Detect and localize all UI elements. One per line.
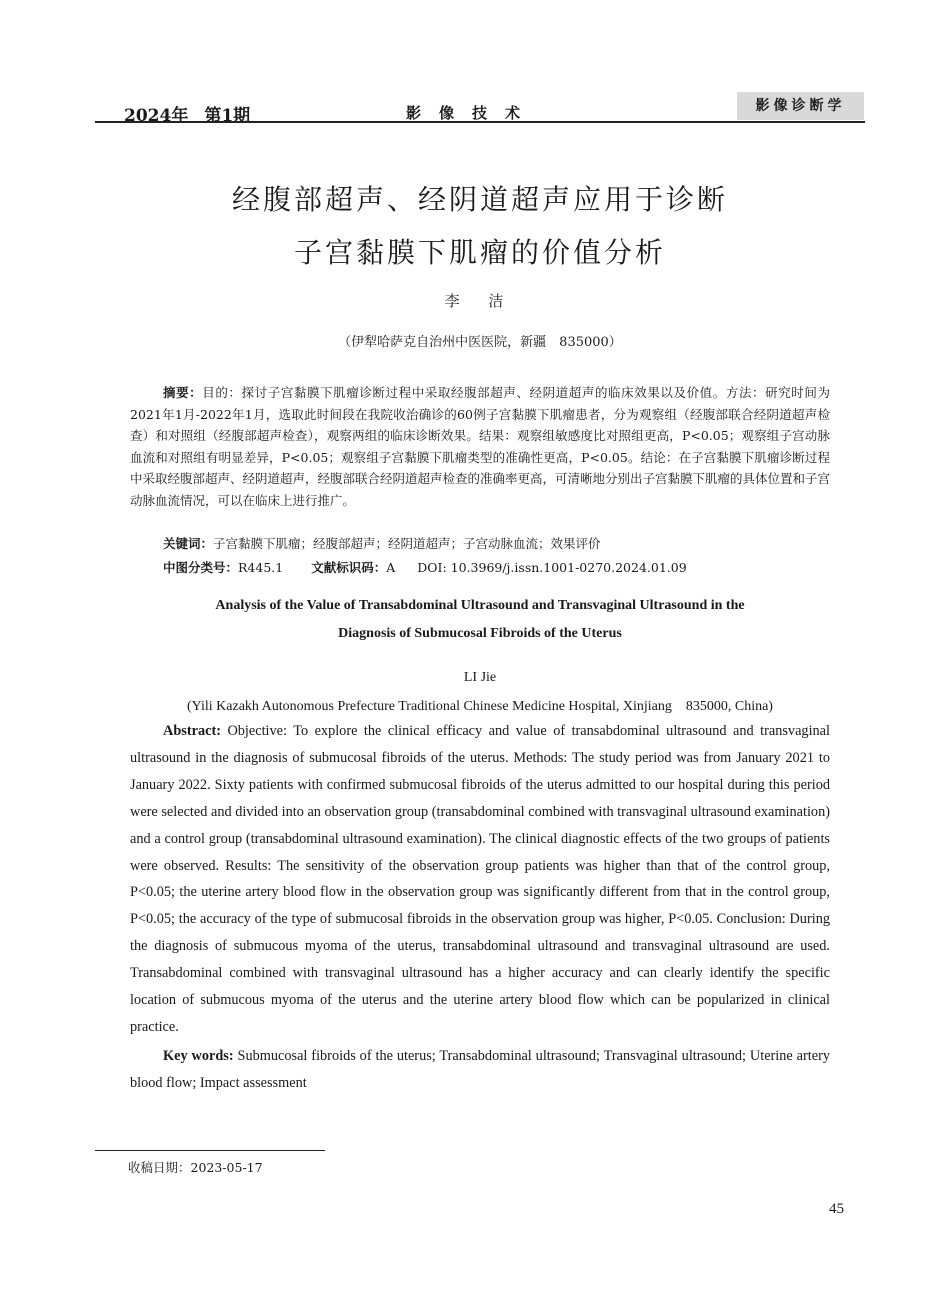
title-cn-line1: 经腹部超声、经阴道超声应用于诊断: [231, 183, 728, 216]
keywords-en-text: Submucosal fibroids of the uterus; Transabdominal ultrasound; Transvaginal ultrasound; Uterine artery blood flow; Impact assessment: [130, 1047, 830, 1091]
header-rule: [95, 121, 865, 123]
journal-name: 影像技术: [406, 104, 539, 122]
doi: DOI: 10.3969/j.issn.1001-0270.2024.01.09: [417, 560, 687, 575]
keywords-cn-text: 子宫黏膜下肌瘤；经腹部超声；经阴道超声；子宫动脉血流；效果评价: [213, 536, 601, 551]
journal-year: 2024年: [124, 106, 189, 126]
page-number: 45: [829, 1201, 844, 1217]
keywords-en: [130, 1043, 830, 1097]
keywords-cn-label: 关键词：: [163, 536, 214, 551]
author-cn: 李 洁: [444, 292, 516, 310]
abstract-cn-label: 摘要：: [163, 385, 203, 400]
journal-issue-number: 第1期: [204, 106, 251, 126]
doc-code-label: 文献标识码：: [311, 560, 387, 575]
clc-value: R445.1: [238, 560, 284, 575]
title-en-line2: Diagnosis of Submucosal Fibroids of the Uterus: [338, 626, 622, 641]
keywords-en-label: Key words:: [163, 1047, 234, 1064]
author-en: LI Jie: [463, 670, 497, 685]
abstract-en-text: Objective: To explore the clinical efficacy and value of transabdominal ultrasound and transvaginal ultrasound in the diagnosis of submucosal fibroids of the uterus. Methods: The study period was from January 2021 to January 2022. Sixty patients with confirmed submucosal fibroids of the uterus admitted to our hospital during this period were selected and divided into an observation group (transabdominal combined with transvaginal ultrasound examination) and a control group (transabdominal ultrasound examination). The clinical diagnostic effects of the two groups of patients were observed. Results: The sensitivity of the observation group patients was higher than that of the control group, P<0.05; the uterine artery blood flow in the observation group was significantly different from that in the control group, P<0.05; the accuracy of the type of submucosal fibroids in the observation group was higher, P<0.05. Conclusion: During the diagnosis of submucous myoma of the uterus, transabdominal ultrasound and transvaginal ultrasound are used. Transabdominal combined with transvaginal ultrasound has a higher accuracy and can clearly identify the specific location of submucous myoma of the uterus and the uterine artery blood flow which can be popularized in clinical practice.: [130, 723, 831, 1035]
title-en-line1: Analysis of the Value of Transabdominal Ultrasound and Transvaginal Ultrasound in the: [215, 598, 745, 613]
abstract-cn: [130, 382, 830, 511]
keywords-cn: [163, 534, 601, 552]
abstract-en-label: Abstract:: [163, 723, 221, 739]
abstract-en: [130, 718, 830, 1041]
title-cn-line2: 子宫黏膜下肌瘤的价值分析: [293, 236, 666, 269]
section-badge: 影像诊断学: [737, 92, 864, 120]
footnote-rule: [95, 1150, 325, 1151]
classification-meta: [163, 558, 687, 576]
doc-code-value: A: [386, 560, 396, 575]
abstract-cn-text: 目的：探讨子宫黏膜下肌瘤诊断过程中采取经腹部超声、经阴道超声的临床效果以及价值。方法：研究时间为2021年1月-2022年1月，选取此时间段在我院收治确诊的60例子宫黏膜下肌瘤患者，分为观察组（经腹部联合经阴道超声检查）和对照组（经腹部超声检查），观察两组的临床诊断效果。结果：观察组敏感度比对照组更高，P<0.05；观察组子宫动脉血流和对照组有明显差异，P<0.05；观察组子宫黏膜下肌瘤类型的准确性更高，P<0.05。结论：在子宫黏膜下肌瘤诊断过程中采取经腹部超声、经阴道超声，经腹部联合经阴道超声检查的准确率更高，可清晰地分别出子宫黏膜下肌瘤的具体位置和子宫动脉血流情况，可以在临床上进行推广。: [130, 385, 831, 508]
clc-label: 中图分类号：: [163, 560, 239, 575]
abstract-en-block: [130, 718, 830, 1097]
received-date: 收稿日期：2023-05-17: [128, 1160, 263, 1175]
affiliation-cn: （伊犁哈萨克自治州中医医院，新疆 835000）: [338, 335, 622, 350]
affiliation-en: (Yili Kazakh Autonomous Prefecture Traditional Chinese Medicine Hospital, Xinjiang 835000, China): [187, 699, 773, 714]
